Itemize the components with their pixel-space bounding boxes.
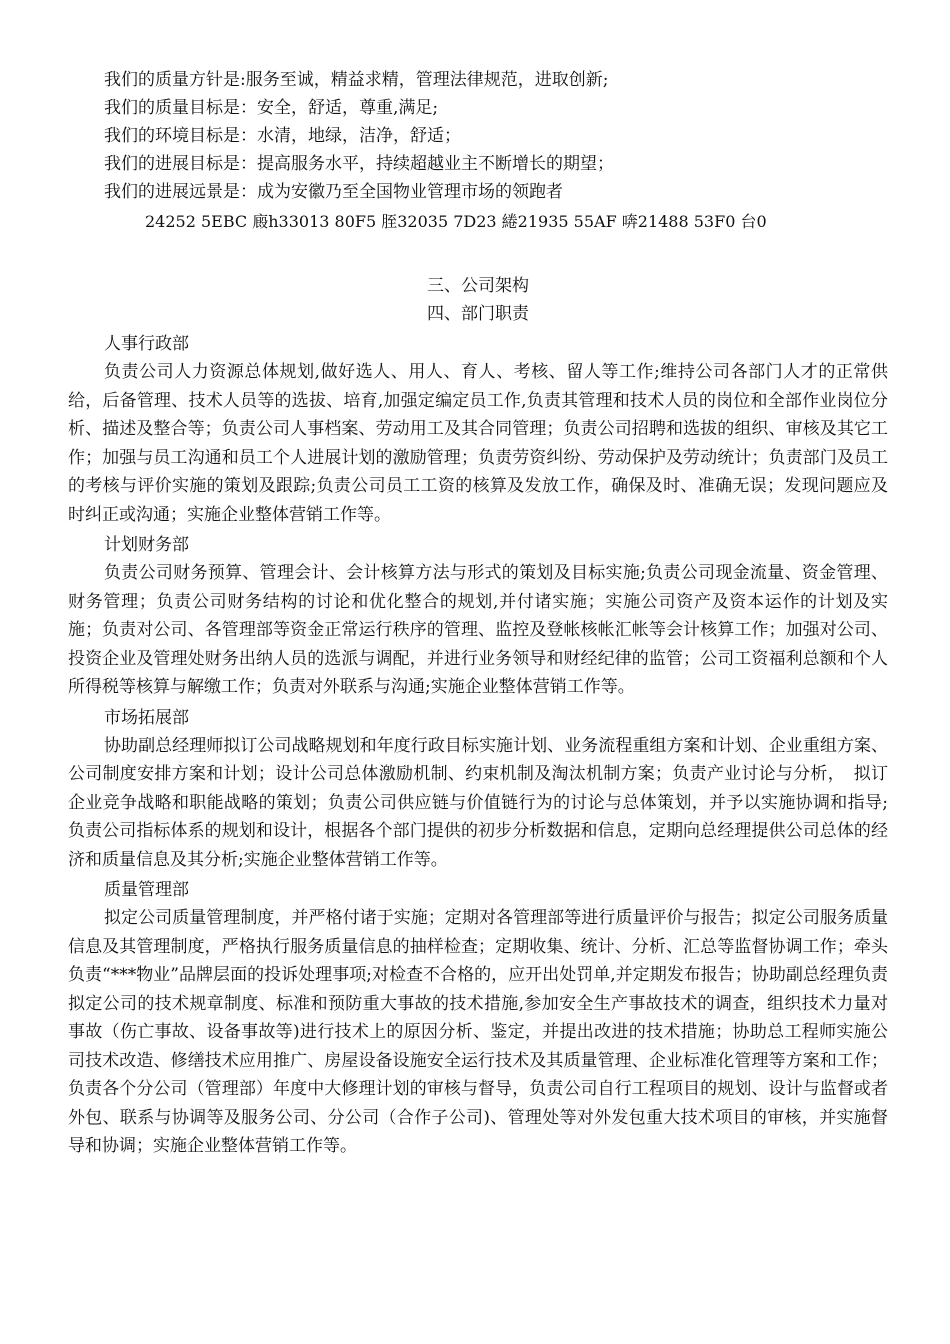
department-title: 人事行政部 <box>104 334 189 354</box>
development-vision-line: 我们的进展远景是：成为安徽乃至全国物业管理市场的领跑者 <box>104 182 563 202</box>
department-description: 拟定公司质量管理制度，并严格付诸于实施；定期对各管理部等进行质量评价与报告；拟定公司服务质量信息及其管理制度，严格执行服务质量信息的抽样检查；定期收集、统计、分析、汇总等监督协调工作；牵头负责“***物业”品牌层面的投诉处理事项;对检查不合格的，应开出处罚单,并定期发布报告；协助副总经理负责拟定公司的技术规章制度、标准和预防重大事故的技术措施,参加安全生产事故技术的调查，组织技术力量对事故（伤亡事故、设备事故等)进行技术上的原因分析、鉴定，并提出改进的技术措施；协助总工程师实施公司技术改造、修缮技术应用推广、房屋设备设施安全运行技术及其质量管理、企业标准化管理等方案和工作；负责各个分公司（管理部）年度中大修理计划的审核与督导，负责公司自行工程项目的规划、设计与监督或者外包、联系与协调等及服务公司、分公司（合作子公司)、管理处等对外发包重大技术项目的审核，并实施督导和协调；实施企业整体营销工作等。 <box>68 908 888 1156</box>
department-hr <box>68 330 888 529</box>
environment-target-line: 我们的环境目标是：水清，地绿，洁净，舒适； <box>104 126 461 146</box>
department-description: 负责公司财务预算、管理会计、会计核算方法与形式的策划及目标实施;负责公司现金流量、资金管理、财务管理；负责公司财务结构的讨论和优化整合的规划,并付诸实施；实施公司资产及资本运作的计划及实施；负责对公司、各管理部等资金正常运行秩序的管理、监控及登帐核帐汇帐等会计核算工作；加强对公司、投资企业及管理处财务出纳人员的选派与调配，并进行业务领导和财经纪律的监管；公司工资福利总额和个人所得税等核算与解缴工作；负责对外联系与沟通;实施企业整体营销工作等。 <box>68 563 888 697</box>
department-description: 协助副总经理师拟订公司战略规划和年度行政目标实施计划、业务流程重组方案和计划、企业重组方案、公司制度安排方案和计划；设计公司总体激励机制、约束机制及淘汰机制方案；负责产业讨论与分析， 拟订企业竞争战略和职能战略的策划；负责公司供应链与价值链行为的讨论与总体策划，并予以实施协调和指导;负责公司指标体系的规划和设计，根据各个部门提供的初步分析数据和信息，定期向总经理提供公司总体的经济和质量信息及其分析;实施企业整体营销工作等。 <box>68 735 888 870</box>
section-heading-duties: 四、部门职责 <box>427 304 529 324</box>
department-marketing <box>68 704 888 875</box>
department-title: 市场拓展部 <box>104 707 189 728</box>
section-heading-architecture: 三、公司架构 <box>427 276 529 296</box>
department-quality <box>68 876 888 1161</box>
intro-block <box>68 66 888 236</box>
development-target-line: 我们的进展目标是：提高服务水平，持续超越业主不断增长的期望； <box>104 154 614 174</box>
section-spacer <box>68 236 888 272</box>
quality-policy-line: 我们的质量方针是:服务至诚，精益求精，管理法律规范，进取创新; <box>104 70 609 90</box>
department-title: 质量管理部 <box>104 880 189 900</box>
department-finance <box>68 531 888 702</box>
department-description: 负责公司人力资源总体规划,做好选人、用人、育人、考核、留人等工作;维持公司各部门人才的正常供给，后备管理、技术人员等的选拔、培育,加强定编定员工作,负责其管理和技术人员的岗位和全部作业岗位分析、描述及整合等；负责公司人事档案、劳动用工及其合同管理；负责公司招聘和选拔的组织、审核及其它工作；加强与员工沟通和员工个人进展计划的激励管理；负责劳资纠纷、劳动保护及劳动统计；负责部门及员工的考核与评价实施的策划及跟踪;负责公司员工工资的核算及发放工作，确保及时、准确无误；发现问题应及时纠正或沟通；实施企业整体营销工作等。 <box>68 362 888 525</box>
quality-target-line: 我们的质量目标是：安全，舒适，尊重,满足; <box>104 98 439 118</box>
document-page <box>68 66 888 1161</box>
department-title: 计划财务部 <box>104 535 189 555</box>
garbled-code-line: 24252 5EBC 廄h33013 80F5 胵32035 7D23 綣21935 55AF 喯21488 53F0 台0 <box>145 212 767 231</box>
